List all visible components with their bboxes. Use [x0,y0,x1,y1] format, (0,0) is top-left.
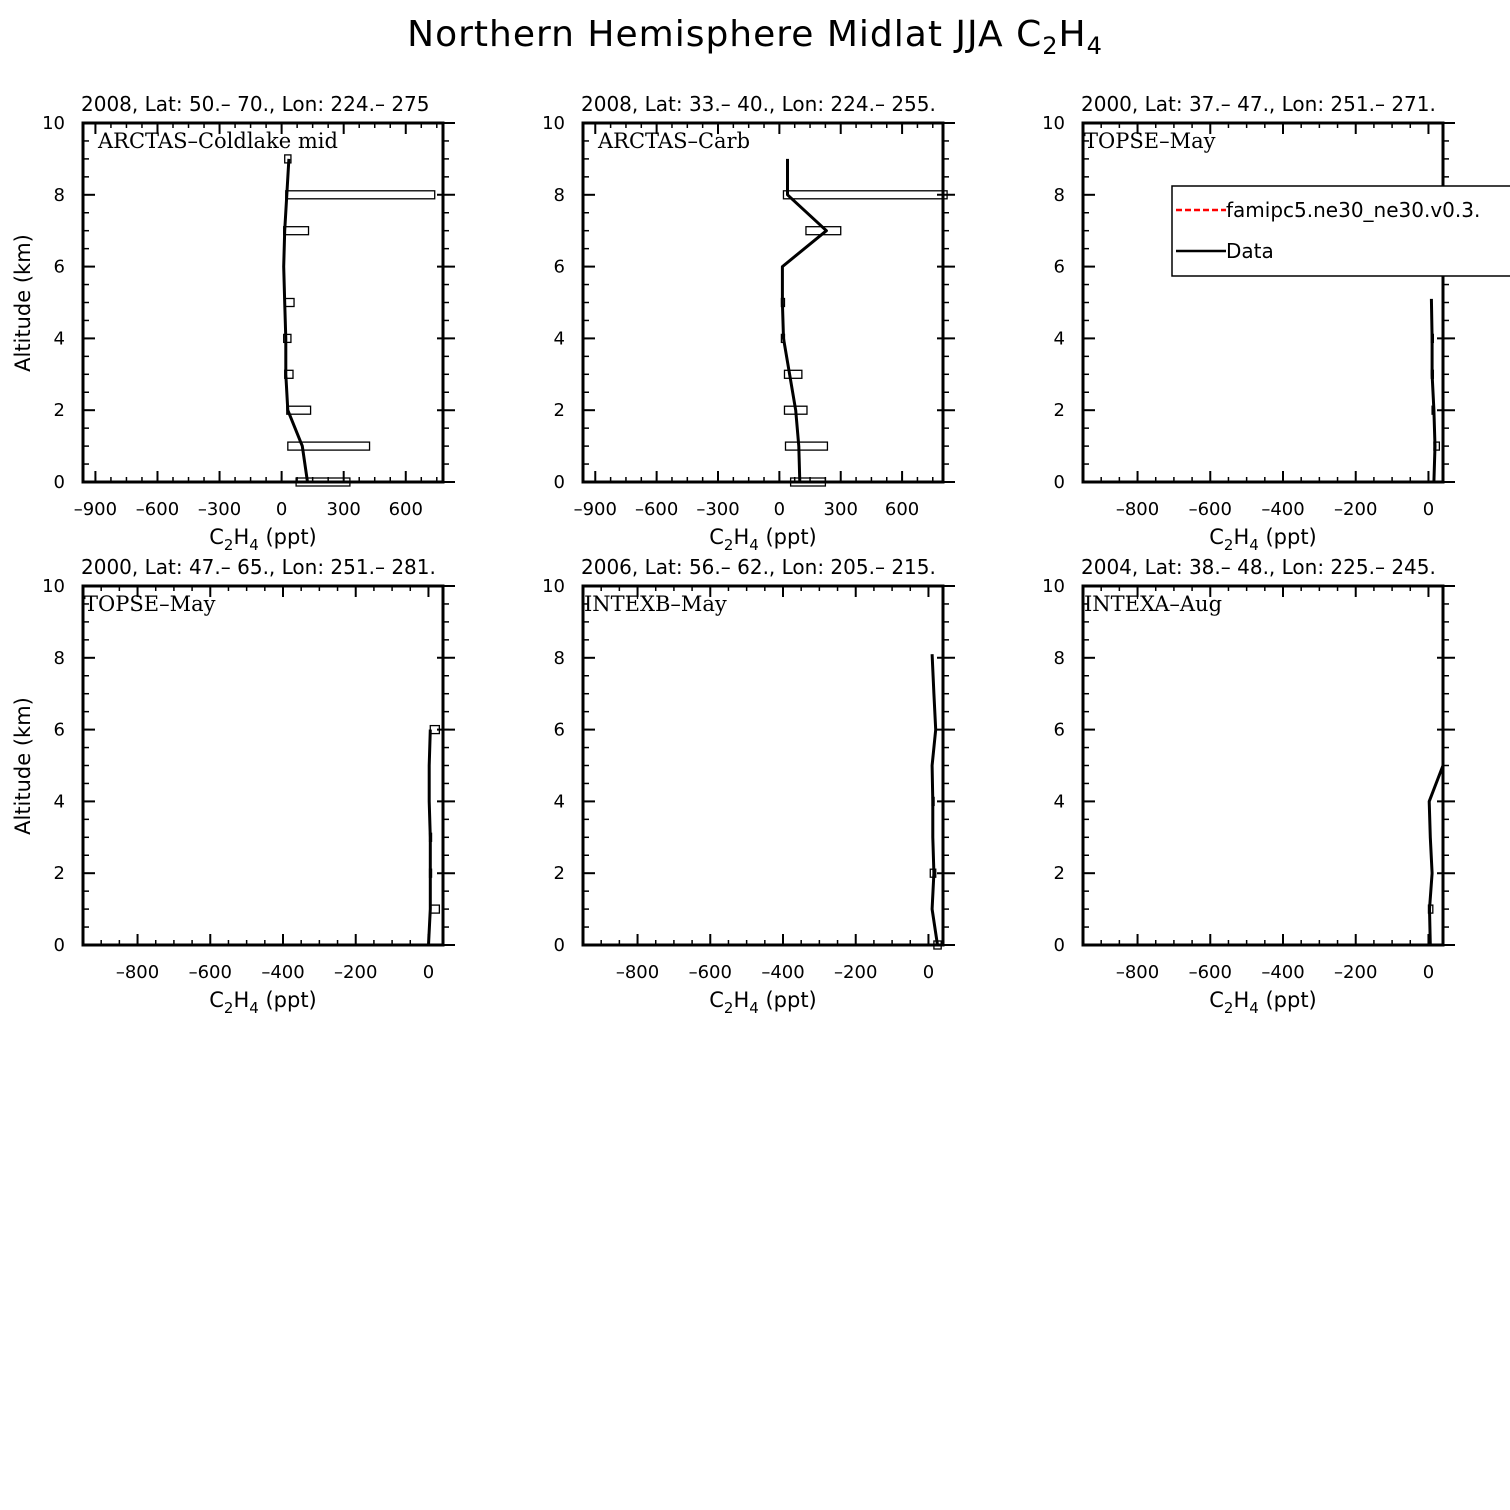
x-tick-label: –800 [115,962,160,983]
panel-header: 2000, Lat: 47.– 65., Lon: 251.– 281. [81,555,436,579]
x-tick-label: –900 [73,499,118,520]
data-profile-line [1429,766,1443,946]
chart-panel-3 [1042,92,1510,554]
x-tick-label: –400 [1261,499,1305,520]
x-tick-label: 0 [922,962,935,983]
campaign-label: ARCTAS–Coldlake mid [98,129,338,153]
x-axis-label: $C_2H_4$ (ppt) [209,525,317,554]
y-tick-label: 8 [553,647,565,669]
data-profile-line [284,159,308,482]
panel-header: 2004, Lat: 38.– 48., Lon: 225.– 245. [1081,555,1436,579]
panel-header: 2000, Lat: 37.– 47., Lon: 251.– 271. [1081,92,1436,116]
data-profile-line [1431,299,1435,482]
y-tick-label: 2 [553,400,565,422]
y-tick-label: 6 [553,256,565,278]
y-tick-label: 2 [553,863,565,885]
x-axis-label: $C_2H_4$ (ppt) [1209,988,1317,1017]
y-tick-label: 2 [53,400,65,422]
x-tick-label: –300 [197,499,242,520]
x-tick-label: 300 [823,499,858,520]
x-axis-label: $C_2H_4$ (ppt) [709,525,817,554]
chart-panel-2 [542,92,955,554]
data-range-box [783,191,947,199]
data-range-box [784,370,801,378]
campaign-label: INTEXA–Aug [1084,592,1223,616]
x-tick-label: 0 [773,499,786,520]
campaign-label: TOPSE–May [84,592,216,616]
campaign-label: INTEXB–May [584,592,727,616]
panels [11,92,1510,1017]
title-sub2: 4 [1086,32,1103,60]
y-tick-label: 10 [542,576,565,597]
x-tick-label: –400 [1261,962,1305,983]
panel-header: 2006, Lat: 56.– 62., Lon: 205.– 215. [581,555,936,579]
y-tick-label: 8 [1053,184,1065,206]
y-tick-label: 0 [553,472,565,493]
y-tick-label: 0 [53,935,65,956]
x-axis-label: $C_2H_4$ (ppt) [709,988,817,1017]
chart-panel-6 [1042,555,1455,1017]
y-tick-label: 10 [1042,576,1065,597]
plot-frame [1083,586,1443,945]
x-tick-label: 0 [1422,962,1435,983]
legend [1172,186,1510,276]
x-tick-label: –600 [1188,962,1232,983]
data-range-box [286,191,435,199]
y-tick-label: 4 [553,791,565,813]
y-tick-label: 8 [553,184,565,206]
x-tick-label: –400 [761,962,805,983]
title-tail: H [1058,14,1087,55]
plot-frame [83,586,443,945]
campaign-label: TOPSE–May [1084,129,1216,153]
x-axis-label: $C_2H_4$ (ppt) [1209,525,1317,554]
x-tick-label: –200 [1334,962,1378,983]
data-profile-line [429,730,431,945]
x-tick-label: –800 [615,962,660,983]
figure-title [407,14,1103,60]
y-tick-label: 0 [553,935,565,956]
data-range-box [786,442,828,450]
y-tick-label: 4 [1053,791,1065,813]
x-tick-label: –900 [573,499,617,520]
legend-label-model: famipc5.ne30_ne30.v0.3. [1226,198,1481,222]
chart-panel-4 [11,555,455,1017]
x-tick-label: –300 [696,499,740,520]
x-tick-label: –600 [688,962,732,983]
y-tick-label: 2 [53,863,65,885]
y-tick-label: 2 [1053,400,1065,422]
y-tick-label: 8 [53,184,65,206]
data-profile-line [932,654,937,945]
y-tick-label: 2 [1053,863,1065,885]
plot-frame [583,123,943,482]
y-tick-label: 4 [1053,328,1065,350]
x-tick-label: –800 [1115,962,1160,983]
title-sub: 2 [1042,32,1059,60]
y-tick-label: 10 [542,113,565,134]
y-tick-label: 6 [1053,719,1065,741]
data-profile-line [782,159,826,482]
data-range-box [284,227,309,235]
y-axis-label: Altitude (km) [11,697,35,835]
x-tick-label: –600 [188,962,232,983]
y-tick-label: 4 [53,791,65,813]
x-tick-label: 0 [1422,499,1435,520]
y-tick-label: 0 [53,472,65,493]
x-tick-label: –200 [834,962,878,983]
plot-frame [583,586,943,945]
legend-label-data: Data [1226,239,1274,263]
x-tick-label: 300 [326,499,361,520]
x-tick-label: –800 [1115,499,1160,520]
y-tick-label: 6 [53,719,65,741]
x-tick-label: 600 [388,499,423,520]
x-tick-label: 0 [422,962,435,983]
x-tick-label: –200 [1334,499,1378,520]
y-tick-label: 8 [1053,647,1065,669]
y-tick-label: 4 [553,328,565,350]
x-axis-label: $C_2H_4$ (ppt) [209,988,317,1017]
plot-frame [83,123,443,482]
x-tick-label: –400 [261,962,305,983]
y-tick-label: 6 [1053,256,1065,278]
plot-frame [1083,123,1443,482]
title-main: Northern Hemisphere Midlat JJA C [407,14,1043,55]
chart-panel-5 [542,555,955,1017]
y-tick-label: 6 [553,719,565,741]
x-tick-label: –600 [634,499,679,520]
y-tick-label: 8 [53,647,65,669]
x-tick-label: 600 [884,499,920,520]
y-tick-label: 0 [1053,472,1065,493]
y-tick-label: 10 [42,113,65,134]
x-tick-label: 0 [275,499,288,520]
panel-header: 2008, Lat: 33.– 40., Lon: 224.– 255. [581,92,936,116]
x-tick-label: –600 [1188,499,1232,520]
y-tick-label: 10 [42,576,65,597]
y-tick-label: 4 [53,328,65,350]
y-axis-label: Altitude (km) [11,234,35,372]
y-tick-label: 10 [1042,113,1065,134]
panel-header: 2008, Lat: 50.– 70., Lon: 224.– 275 [81,92,430,116]
chart-panel-1 [11,92,455,554]
x-tick-label: –600 [135,499,180,520]
campaign-label: ARCTAS–Carb [598,129,751,153]
y-tick-label: 0 [1053,935,1065,956]
y-tick-label: 6 [53,256,65,278]
x-tick-label: –200 [334,962,378,983]
